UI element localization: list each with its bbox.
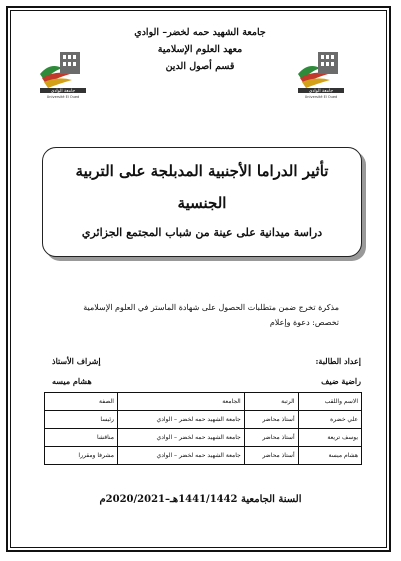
member-role: مشرفا ومقررا [45,447,118,465]
table-row [45,447,362,465]
thesis-title-line1: تأثير الدراما الأجنبية المدبلجة على التربية [75,162,329,180]
memo-specialty: تخصص: دعوة وإعلام [269,318,339,327]
member-name: علي خضرة [298,411,361,429]
member-university: جامعة الشهيد حمه لخضر – الوادي [117,447,244,465]
memo-description [83,300,339,330]
table-header-row [45,393,362,411]
header-role: الصفة [45,393,118,411]
thesis-subtitle: دراسة ميدانية على عينة من شباب المجتمع الجزائري [81,226,323,239]
logo-latin-name: Université El Oued [304,95,338,99]
prepared-by-label: إعداد الطالبة: [315,356,361,366]
university-logo-right [294,44,348,100]
institution-header [110,24,290,75]
member-role: مناقشا [45,429,118,447]
member-rank: أستاذ محاضر [244,429,298,447]
table-row [45,411,362,429]
memo-line1: مذكرة تخرج ضمن متطلبات الحصول على شهادة الماستر في العلوم الإسلامية [83,303,339,312]
supervisor-label: إشراف الأستاذ [52,356,101,366]
supervisor-name: هشام ميسه [52,376,92,386]
member-rank: أستاذ محاضر [244,447,298,465]
logo-arabic-name: جامعة الوادي [308,89,334,94]
committee-table [44,392,362,465]
thesis-title-line2: الجنسية [177,194,227,212]
member-role: رئيسا [45,411,118,429]
university-logo-left [36,44,90,100]
member-name: هشام ميسة [298,447,361,465]
member-university: جامعة الشهيد حمه لخضر – الوادي [117,411,244,429]
member-name: يوسف تريعة [298,429,361,447]
header-name: الاسم واللقب [298,393,361,411]
university-name: جامعة الشهيد حمه لخضر– الوادي [134,27,266,38]
academic-year: السنة الجامعية 1441/1442هـ–2020/2021م [99,494,302,505]
logo-arabic-name: جامعة الوادي [50,89,76,94]
member-rank: أستاذ محاضر [244,411,298,429]
institute-name: معهد العلوم الإسلامية [157,44,243,55]
student-name: راضية ضيف [321,376,361,386]
table-row [45,429,362,447]
title-box [42,147,362,257]
header-university: الجامعة [117,393,244,411]
member-university: جامعة الشهيد حمه لخضر – الوادي [117,429,244,447]
logo-latin-name: Université El Oued [46,95,80,99]
department-name: قسم أصول الدين [165,61,235,72]
header-rank: الرتبة [244,393,298,411]
